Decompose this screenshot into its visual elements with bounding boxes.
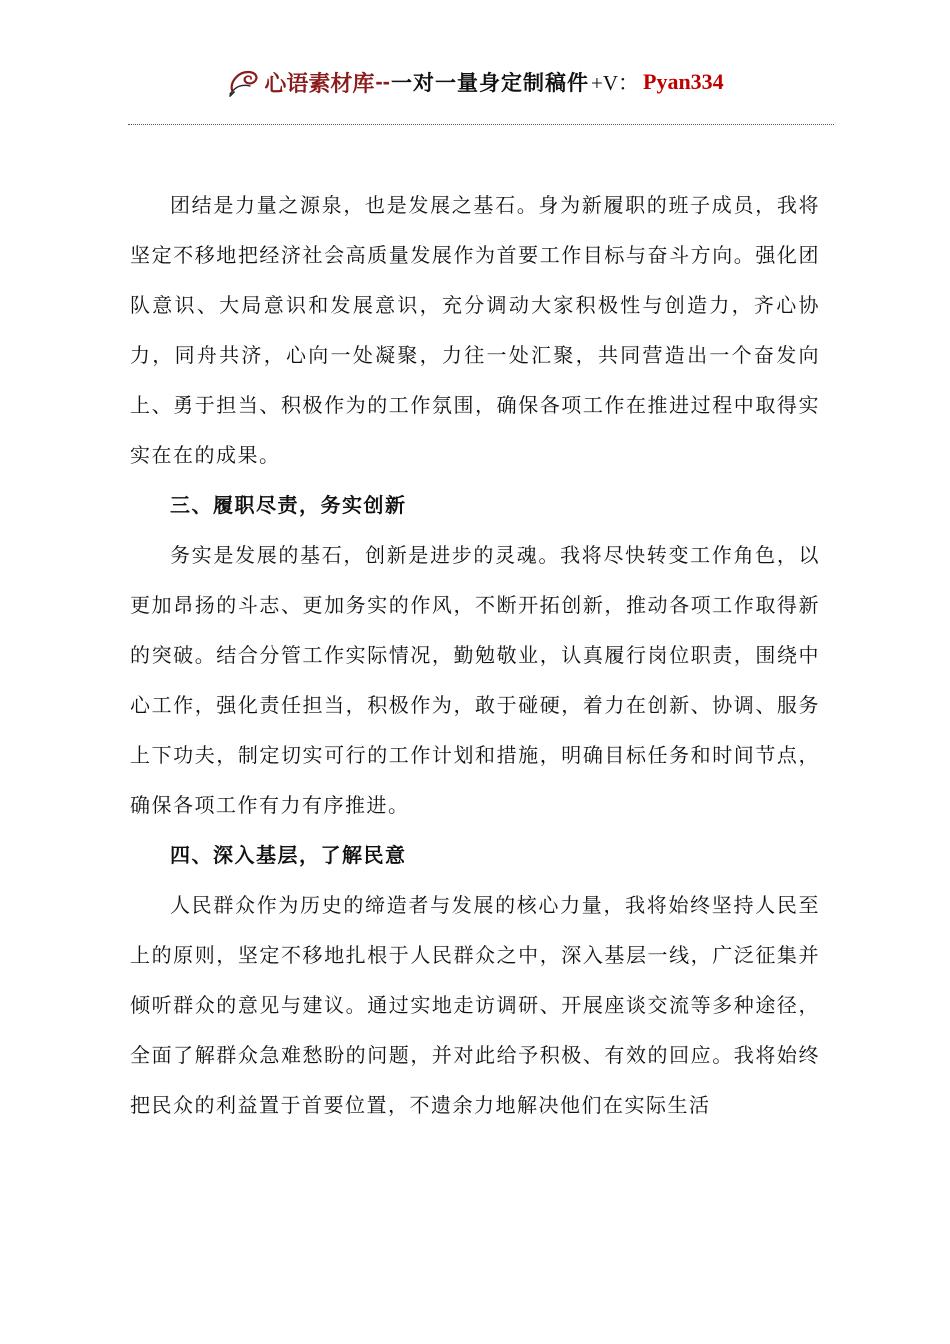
quill-swirl-icon [226,64,262,100]
header-tagline: 一对一量身定制稿件 [390,70,589,95]
contact-id: Pyan334 [643,69,724,94]
page-header [0,62,950,102]
body-paragraph-innovation: 务实是发展的基石，创新是进步的灵魂。我将尽快转变工作角色，以更加昂扬的斗志、更加务实的作风，不断开拓创新，推动各项工作取得新的突破。结合分管工作实际情况，勤勉敬业，认真履行岗位职责，围绕中心工作，强化责任担当，积极作为，敢于碰硬，着力在创新、协调、服务上下功夫，制定切实可行的工作计划和措施，明确目标任务和时间节点，确保各项工作有力有序推进。 [130,543,820,817]
section-heading-grassroots: 四、深入基层，了解民意 [170,843,407,867]
brand-name: 心语素材库 [264,70,375,97]
header-separator: -- [375,69,390,94]
document-body [130,180,820,1130]
section-heading-duty: 三、履职尽责，务实创新 [170,493,407,517]
body-paragraph-people: 人民群众作为历史的缔造者与发展的核心力量，我将始终坚持人民至上的原则，坚定不移地扎根于人民群众之中，深入基层一线，广泛征集并倾听群众的意见与建议。通过实地走访调研、开展座谈交流等多种途径，全面了解群众急难愁盼的问题，并对此给予积极、有效的回应。我将始终把民众的利益置于首要位置，不遗余力地解决他们在实际生活 [130,893,820,1117]
header-divider [128,124,834,125]
body-paragraph-unity: 团结是力量之源泉，也是发展之基石。身为新履职的班子成员，我将坚定不移地把经济社会高质量发展作为首要工作目标与奋斗方向。强化团队意识、大局意识和发展意识，充分调动大家积极性与创造力，齐心协力，同舟共济，心向一处凝聚，力往一处汇聚，共同营造出一个奋发向上、勇于担当、积极作为的工作氛围，确保各项工作在推进过程中取得实实在在的成果。 [130,193,820,467]
contact-label: +V： [590,71,639,95]
